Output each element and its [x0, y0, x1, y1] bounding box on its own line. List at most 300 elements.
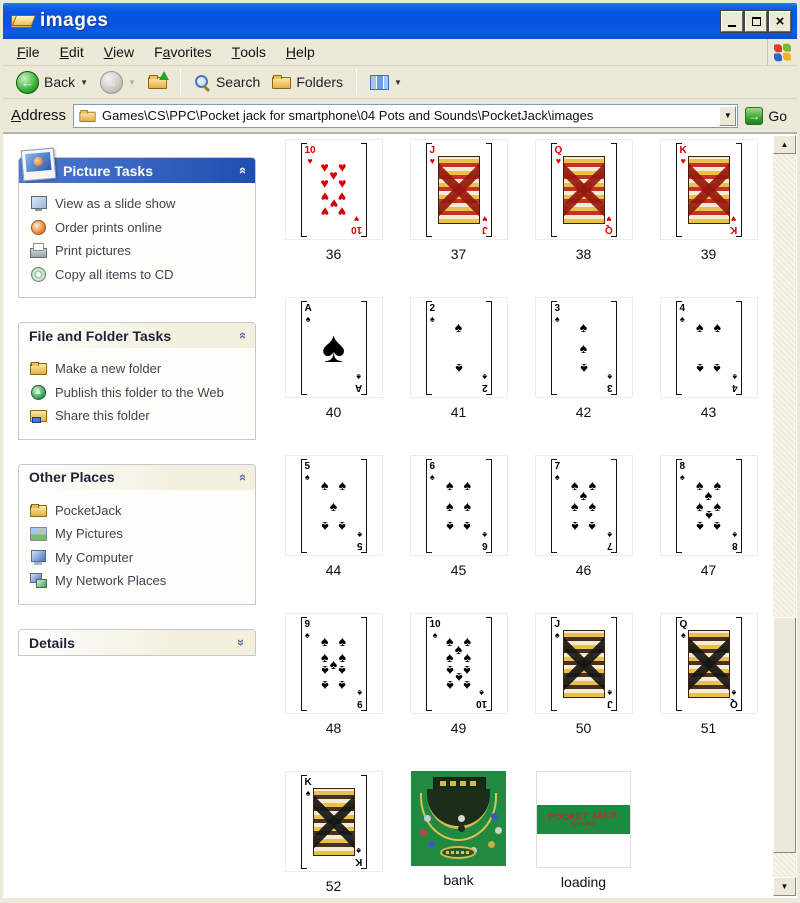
window-title: images [40, 10, 109, 31]
panel-file-and-folder-tasks [18, 322, 256, 440]
pip-spades: ♠ [463, 677, 472, 694]
task-label: Print pictures [55, 243, 131, 259]
pip-spades: ♠ [695, 360, 704, 377]
playing-card-9-spades [301, 617, 367, 711]
vertical-scrollbar[interactable] [773, 135, 796, 896]
pip-spades: ♠ [695, 318, 704, 335]
playing-card-4-spades [676, 301, 742, 395]
menu-tools[interactable]: T ools [231, 44, 266, 60]
playing-card-K-spades [301, 775, 367, 869]
thumbnail-frame [285, 613, 383, 714]
card-corner: 10 ♥ [304, 144, 316, 166]
panel-title: Details [29, 634, 75, 651]
thumbnail-51[interactable] [660, 613, 758, 736]
pip-spades: ♠ [713, 497, 722, 514]
playing-card-8-spades [676, 459, 742, 553]
thumbnail-frame [410, 455, 508, 556]
up-button[interactable] [143, 73, 172, 91]
menu-view[interactable]: V iew [103, 44, 135, 60]
pip-spades: ♠ [320, 648, 329, 665]
forward-icon: → [100, 71, 123, 94]
thumbnail-47[interactable] [660, 455, 758, 578]
address-dropdown-button[interactable]: ▼ [719, 106, 736, 126]
card-corner: A ♠ [304, 302, 312, 324]
card-corner: J ♥ [481, 213, 488, 235]
minimize-button[interactable] [721, 11, 743, 32]
address-label: Address [11, 107, 67, 124]
thumbnail-frame [535, 613, 633, 714]
task-label: PocketJack [55, 502, 122, 518]
windows-logo [767, 39, 797, 65]
bank-thumbnail-image [411, 771, 506, 866]
toolbar [3, 66, 797, 99]
card-pips [562, 471, 606, 541]
thumbnail-label: 42 [575, 404, 592, 420]
task-view-as-a-slide-show[interactable] [30, 192, 249, 216]
pip-spades: ♠ [579, 318, 588, 335]
card-corner: J ♠ [554, 618, 561, 640]
panel-header-file-and-folder-tasks[interactable] [19, 323, 255, 348]
pip-spades: ♠ [445, 677, 454, 694]
card-corner: 8 ♠ [679, 460, 686, 482]
playing-card-10-hearts [301, 143, 367, 237]
thumbnail-label: 51 [700, 720, 717, 736]
thumbnail-frame [410, 139, 508, 240]
thumbnail-41[interactable] [410, 297, 508, 420]
address-bar [3, 99, 797, 133]
court-art [563, 156, 605, 224]
card-corner: 4 ♠ [679, 302, 686, 324]
chevron-up-icon[interactable]: » [233, 332, 249, 340]
panel-picture-tasks [18, 157, 256, 298]
picture-tasks-icon [21, 148, 57, 182]
thumbnail-frame [660, 139, 758, 240]
search-button[interactable] [189, 72, 265, 93]
titlebar[interactable] [3, 3, 797, 39]
views-button[interactable] [365, 73, 407, 92]
thumbnail-45[interactable] [410, 455, 508, 578]
pip-spades: ♠ [588, 497, 597, 514]
thumbnail-frame [410, 613, 508, 714]
task-label: View as a slide show [55, 196, 176, 211]
thumbnail-39[interactable] [660, 139, 758, 262]
panel-body [19, 183, 255, 297]
card-corner: 6 ♠ [429, 460, 436, 482]
toolbar-separator [356, 69, 357, 95]
pip-spades: ♠ [445, 633, 454, 650]
thumbnail-frame [410, 297, 508, 398]
playing-card-Q-hearts [551, 143, 617, 237]
toolbar-separator [180, 69, 181, 95]
task-label: Make a new folder [55, 361, 162, 377]
thumbnail-label: 43 [700, 404, 717, 420]
card-corner: J ♥ [429, 144, 436, 166]
task-label: Publish this folder to the Web [55, 384, 224, 400]
task-order-prints-online[interactable] [30, 216, 249, 240]
printer-icon [30, 243, 47, 258]
go-arrow-icon: → [745, 107, 763, 125]
card-corner: Q ♠ [729, 687, 738, 709]
card-corner: A ♠ [355, 371, 363, 393]
address-path: Games\CS\PPC\Pocket jack for smartphone\04 Pots and Sounds\PocketJack\images [102, 108, 594, 123]
card-corner: Q ♠ [679, 618, 688, 640]
prints-icon [30, 220, 47, 235]
pip-hearts: ♥ [329, 166, 338, 183]
pip-spades: ♠ [454, 640, 463, 657]
playing-card-10-spades [426, 617, 492, 711]
thumbnail-label: bank [443, 872, 474, 888]
pip-spades: ♠ [713, 318, 722, 335]
thumbnail-frame [285, 297, 383, 398]
playing-card-2-spades [426, 301, 492, 395]
pip-spades: ♠ [321, 322, 346, 372]
folder-open-icon [11, 13, 33, 29]
pip-spades: ♠ [338, 662, 347, 679]
court-art [563, 630, 605, 698]
pip-spades: ♠ [454, 670, 463, 687]
thumbnail-frame [660, 613, 758, 714]
card-pips [687, 313, 731, 383]
scroll-up-button[interactable]: ▲ [773, 135, 796, 154]
card-pips [437, 313, 481, 383]
pip-spades: ♠ [463, 662, 472, 679]
task-make-a-new-folder[interactable] [30, 357, 249, 381]
pip-spades: ♠ [463, 648, 472, 665]
pip-spades: ♠ [695, 518, 704, 535]
pip-spades: ♠ [588, 476, 597, 493]
playing-card-J-spades [551, 617, 617, 711]
card-corner: 7 ♠ [606, 529, 613, 551]
back-icon: ← [16, 71, 39, 94]
playing-card-K-hearts [676, 143, 742, 237]
address-input[interactable] [73, 104, 738, 128]
menu-help[interactable]: H elp [285, 44, 315, 60]
task-copy-all-items-to-cd[interactable] [30, 263, 249, 287]
task-label: My Network Places [55, 573, 167, 589]
pip-spades: ♠ [320, 633, 329, 650]
pip-spades: ♠ [445, 476, 454, 493]
search-icon [194, 74, 211, 91]
card-pips [312, 471, 356, 541]
panel-title: Picture Tasks [63, 162, 154, 179]
thumbnail-bank[interactable] [411, 771, 506, 888]
card-corner: K ♠ [304, 776, 312, 798]
panel-details [18, 629, 256, 656]
folders-button[interactable] [267, 72, 348, 92]
card-corner: 3 ♠ [554, 302, 561, 324]
card-corner: Q ♥ [554, 144, 563, 166]
thumbnail-label: 45 [450, 562, 467, 578]
thumbnail-label: 37 [450, 246, 467, 262]
panel-other-places [18, 464, 256, 605]
thumbnail-label: 36 [325, 246, 342, 262]
thumbnail-40[interactable] [285, 297, 383, 420]
task-publish-this-folder-to-the-web[interactable] [30, 381, 249, 405]
court-art [688, 156, 730, 224]
pip-spades: ♠ [463, 497, 472, 514]
pip-hearts: ♥ [320, 203, 329, 220]
slideshow-icon [30, 196, 47, 211]
thumbnail-label: 52 [325, 878, 342, 894]
card-corner: 6 ♠ [481, 529, 488, 551]
pip-hearts: ♥ [329, 196, 338, 213]
thumbnail-grid [271, 139, 771, 898]
thumbnail-label: 48 [325, 720, 342, 736]
card-corner: 10 ♥ [351, 213, 363, 235]
thumbnail-38[interactable] [535, 139, 633, 262]
pip-spades: ♠ [338, 633, 347, 650]
pip-spades: ♠ [695, 497, 704, 514]
pip-hearts: ♥ [338, 159, 347, 176]
loading-banner-subtitle: CASINO [571, 822, 596, 828]
pip-hearts: ♥ [338, 174, 347, 191]
back-label: Back [44, 74, 76, 90]
pip-hearts: ♥ [338, 203, 347, 220]
card-corner: K ♠ [355, 845, 363, 867]
pip-spades: ♠ [695, 476, 704, 493]
pip-spades: ♠ [704, 508, 713, 524]
card-pips [437, 471, 481, 541]
thumbnail-37[interactable] [410, 139, 508, 262]
pip-hearts: ♥ [338, 188, 347, 205]
views-icon [370, 75, 389, 90]
pip-spades: ♠ [445, 648, 454, 665]
playing-card-3-spades [551, 301, 617, 395]
thumbnail-label: 47 [700, 562, 717, 578]
card-corner: 2 ♠ [429, 302, 436, 324]
menu-favorites[interactable]: F a vorites [154, 44, 212, 60]
scrollbar-thumb[interactable] [773, 617, 796, 853]
task-share-this-folder[interactable] [30, 404, 249, 428]
thumbnail-50[interactable] [535, 613, 633, 736]
scroll-down-button[interactable]: ▼ [773, 877, 796, 896]
card-corner: 9 ♠ [356, 687, 363, 709]
thumbnail-label: 46 [575, 562, 592, 578]
go-button[interactable] [745, 107, 789, 125]
pip-spades: ♠ [338, 677, 347, 694]
pip-spades: ♠ [338, 476, 347, 493]
forward-dropdown-icon: ▼ [128, 77, 136, 87]
back-button[interactable] [11, 69, 93, 96]
thumbnail-frame [285, 139, 383, 240]
thumbnail-label: 40 [325, 404, 342, 420]
panel-title: File and Folder Tasks [29, 327, 172, 344]
pip-spades: ♠ [570, 476, 579, 493]
pip-spades: ♠ [463, 633, 472, 650]
playing-card-Q-spades [676, 617, 742, 711]
thumbnail-label: 38 [575, 246, 592, 262]
pip-spades: ♠ [588, 518, 597, 535]
cd-icon [30, 267, 47, 282]
card-corner: 10 ♠ [429, 618, 441, 640]
search-label: Search [215, 74, 261, 90]
close-button[interactable] [769, 11, 791, 32]
share-folder-icon [30, 408, 47, 423]
pip-spades: ♠ [320, 476, 329, 493]
thumbnail-frame [660, 297, 758, 398]
pip-spades: ♠ [713, 360, 722, 377]
card-corner: 8 ♠ [731, 529, 738, 551]
folders-icon [272, 75, 291, 89]
menu-file[interactable]: F ile [17, 44, 40, 60]
thumbnail-label: 50 [575, 720, 592, 736]
card-pips [687, 471, 731, 541]
pip-spades: ♠ [454, 318, 463, 335]
pip-spades: ♠ [320, 518, 329, 535]
sidebar [18, 157, 256, 680]
pip-hearts: ♥ [320, 174, 329, 191]
playing-card-7-spades [551, 459, 617, 553]
card-pips [312, 155, 356, 225]
card-corner: K ♥ [679, 144, 687, 166]
pip-spades: ♠ [579, 339, 588, 356]
up-folder-icon [148, 75, 167, 89]
task-label: My Computer [55, 549, 134, 565]
bank-chips [458, 815, 465, 822]
thumbnail-43[interactable] [660, 297, 758, 420]
chevron-up-icon[interactable]: » [233, 473, 249, 481]
thumbnail-label: 49 [450, 720, 467, 736]
new-folder-icon [30, 361, 47, 376]
card-corner: 10 ♠ [476, 687, 488, 709]
chevron-down-icon[interactable]: » [233, 638, 249, 647]
panel-header-other-places[interactable] [19, 465, 255, 490]
card-corner: 4 ♠ [731, 371, 738, 393]
thumbnail-44[interactable] [285, 455, 383, 578]
card-corner: K ♥ [730, 213, 738, 235]
task-label: Share this folder [55, 408, 150, 424]
thumbnail-42[interactable] [535, 297, 633, 420]
thumbnail-46[interactable] [535, 455, 633, 578]
loading-banner [537, 805, 630, 834]
court-art [688, 630, 730, 698]
network-icon [30, 573, 47, 588]
menu-items [7, 39, 325, 65]
menu-bar [3, 39, 797, 66]
pip-spades: ♠ [329, 655, 338, 672]
thumbnail-label: 39 [700, 246, 717, 262]
card-corner: 3 ♠ [606, 371, 613, 393]
pip-spades: ♠ [570, 497, 579, 514]
address-folder-icon [79, 110, 95, 122]
thumbnail-frame [285, 771, 383, 872]
task-label: My Pictures [55, 526, 123, 542]
pip-hearts: ♥ [320, 159, 329, 176]
thumbnail-label: 41 [450, 404, 467, 420]
court-art [438, 156, 480, 224]
thumbnail-label: loading [560, 874, 607, 890]
loading-thumbnail-image [536, 771, 631, 868]
publish-web-icon [30, 385, 47, 400]
thumbnail-49[interactable] [410, 613, 508, 736]
thumbnail-frame [535, 455, 633, 556]
pip-spades: ♠ [463, 518, 472, 535]
thumbnail-48[interactable] [285, 613, 383, 736]
task-my-computer[interactable] [30, 546, 249, 570]
pip-spades: ♠ [445, 662, 454, 679]
bank-chip-tray [440, 846, 476, 859]
pip-spades: ♠ [338, 518, 347, 535]
pip-spades: ♠ [329, 497, 338, 514]
pip-spades: ♠ [338, 648, 347, 665]
task-my-pictures[interactable] [30, 522, 249, 546]
folders-label: Folders [296, 74, 344, 90]
pip-spades: ♠ [320, 677, 329, 694]
card-corner: 5 ♠ [356, 529, 363, 551]
close-icon: × [775, 12, 785, 30]
playing-card-6-spades [426, 459, 492, 553]
thumbnail-52[interactable] [285, 771, 383, 894]
thumbnail-loading[interactable] [536, 771, 631, 890]
playing-card-A-spades [301, 301, 367, 395]
playing-card-5-spades [301, 459, 367, 553]
views-dropdown-icon[interactable]: ▼ [394, 77, 402, 87]
panel-header-details[interactable] [19, 630, 255, 655]
pip-spades: ♠ [463, 476, 472, 493]
thumbnail-frame [535, 139, 633, 240]
card-pips [312, 629, 356, 699]
task-label: Order prints online [55, 219, 162, 235]
card-corner: 9 ♠ [304, 618, 311, 640]
pip-spades: ♠ [445, 497, 454, 514]
maximize-button[interactable] [745, 11, 767, 32]
card-corner: Q ♥ [604, 213, 613, 235]
card-pips [562, 313, 606, 383]
panel-body [19, 490, 255, 604]
my-pictures-icon [30, 526, 47, 541]
thumbnail-label: 44 [325, 562, 342, 578]
task-label: Copy all items to CD [55, 266, 174, 282]
go-label: Go [768, 107, 787, 124]
task-print-pictures[interactable] [30, 239, 249, 263]
card-corner: 7 ♠ [554, 460, 561, 482]
panel-body [19, 348, 255, 439]
playing-card-J-hearts [426, 143, 492, 237]
pip-spades: ♠ [320, 662, 329, 679]
forward-button[interactable] [95, 69, 141, 96]
chevron-up-icon[interactable]: » [233, 166, 249, 175]
card-corner: 2 ♠ [481, 371, 488, 393]
pip-spades: ♠ [713, 518, 722, 535]
thumbnail-36[interactable] [285, 139, 383, 262]
pip-spades: ♠ [454, 360, 463, 377]
my-computer-icon [30, 550, 47, 565]
thumbnail-frame [535, 297, 633, 398]
pip-spades: ♠ [579, 487, 588, 503]
folder-icon [30, 503, 47, 518]
maximize-icon [752, 17, 761, 26]
pip-hearts: ♥ [320, 188, 329, 205]
pip-spades: ♠ [579, 360, 588, 377]
pip-spades: ♠ [570, 518, 579, 535]
thumbnail-frame [285, 455, 383, 556]
thumbnail-frame [660, 455, 758, 556]
pip-spades: ♠ [704, 487, 713, 503]
card-pips [437, 629, 481, 699]
panel-title: Other Places [29, 469, 115, 486]
card-corner: 5 ♠ [304, 460, 311, 482]
loading-banner-title: POCKET JACK [548, 809, 619, 823]
pip-spades: ♠ [445, 518, 454, 535]
content-area [3, 133, 797, 898]
menu-edit[interactable]: E dit [59, 44, 84, 60]
windows-flag-icon [774, 43, 791, 61]
card-corner: J ♠ [606, 687, 613, 709]
back-dropdown-icon[interactable]: ▼ [80, 77, 89, 87]
card-pips [312, 313, 356, 383]
task-pocketjack[interactable] [30, 499, 249, 523]
task-my-network-places[interactable] [30, 569, 249, 593]
